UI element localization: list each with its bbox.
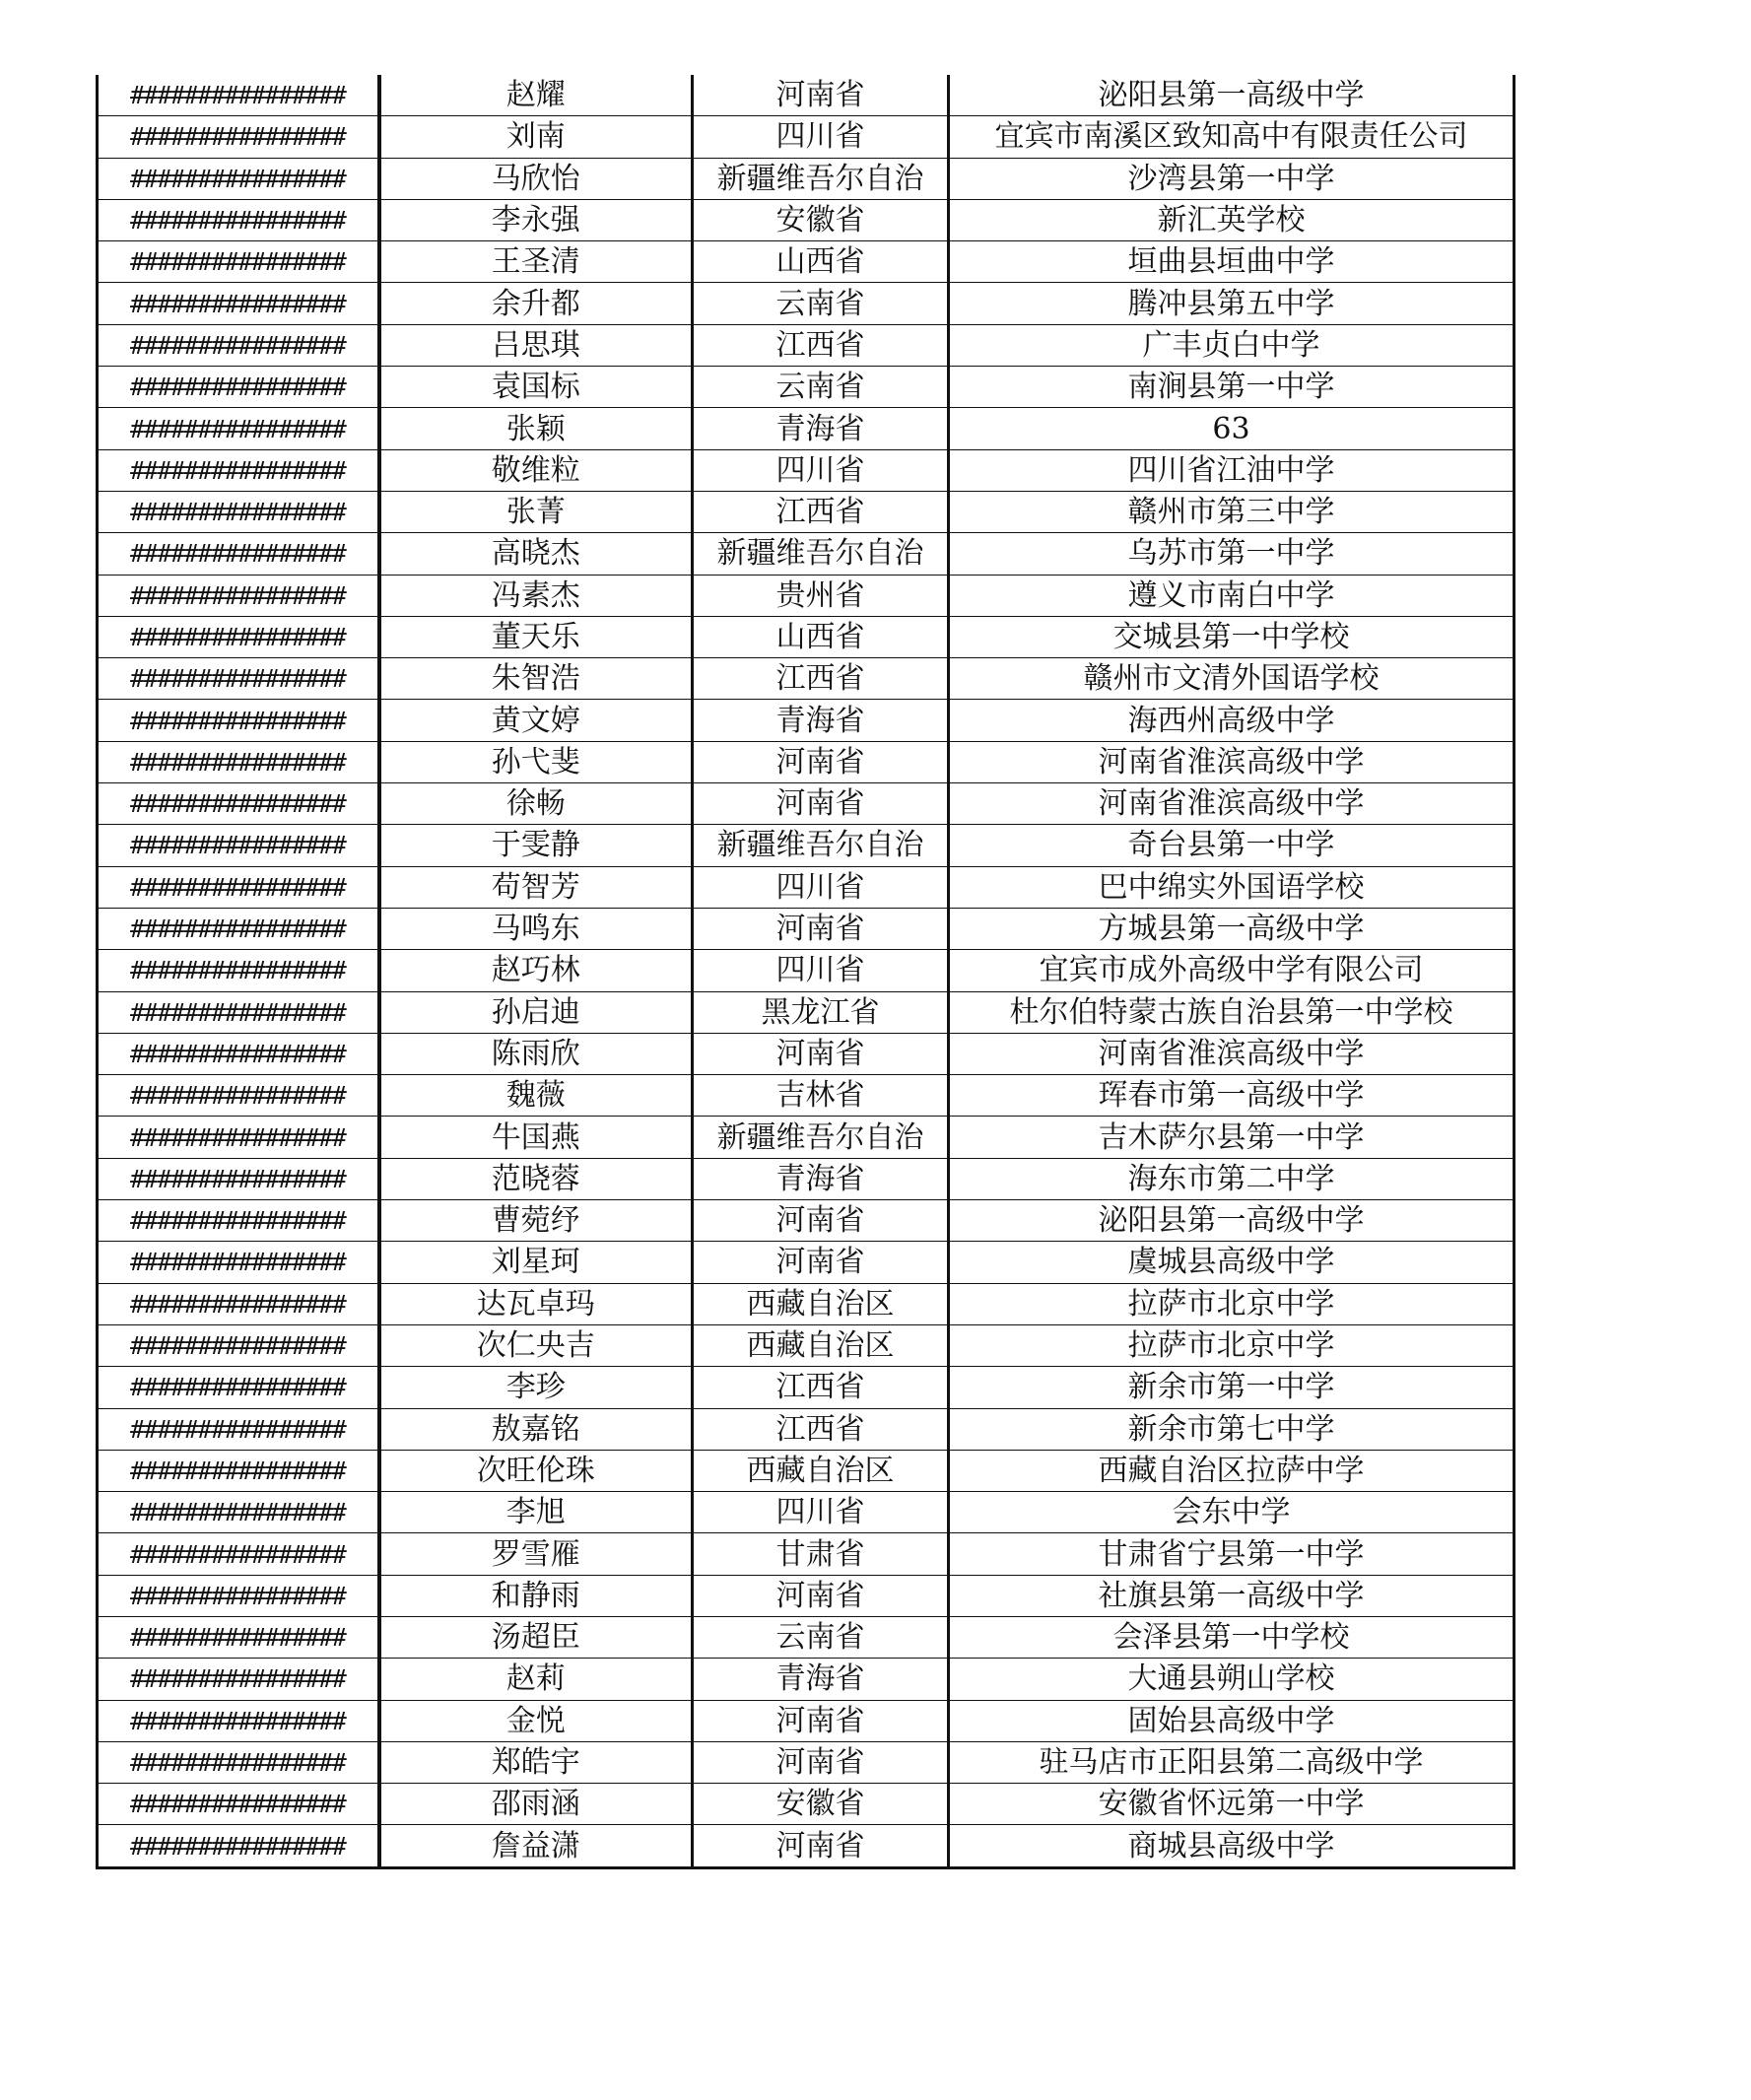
school-cell: 安徽省怀远第一中学 (949, 1784, 1515, 1825)
province-cell: 青海省 (693, 700, 949, 741)
table-row (98, 1283, 1515, 1324)
name-cell: 袁国标 (379, 367, 693, 408)
school-cell: 河南省淮滨高级中学 (949, 741, 1515, 782)
table-row (98, 700, 1515, 741)
school-cell: 拉萨市北京中学 (949, 1324, 1515, 1366)
table-row (98, 1408, 1515, 1450)
province-cell: 四川省 (693, 1492, 949, 1533)
table-row (98, 950, 1515, 991)
school-cell: 杜尔伯特蒙古族自治县第一中学校 (949, 991, 1515, 1033)
id-cell: ################ (98, 199, 379, 240)
name-cell: 刘南 (379, 116, 693, 158)
school-cell: 固始县高级中学 (949, 1700, 1515, 1741)
school-cell: 泌阳县第一高级中学 (949, 75, 1515, 116)
id-cell: ################ (98, 1575, 379, 1616)
table-row (98, 1492, 1515, 1533)
table-row (98, 116, 1515, 158)
school-cell: 泌阳县第一高级中学 (949, 1200, 1515, 1242)
id-cell: ################ (98, 616, 379, 657)
table-row (98, 783, 1515, 825)
name-cell: 罗雪雁 (379, 1533, 693, 1575)
table-row (98, 825, 1515, 866)
name-cell: 曹菀纾 (379, 1200, 693, 1242)
table-row (98, 1158, 1515, 1199)
name-cell: 于雯静 (379, 825, 693, 866)
table-body (98, 75, 1515, 1867)
school-cell: 沙湾县第一中学 (949, 158, 1515, 199)
school-cell: 63 (949, 408, 1515, 449)
school-cell: 交城县第一中学校 (949, 616, 1515, 657)
province-cell: 安徽省 (693, 199, 949, 240)
province-cell: 江西省 (693, 324, 949, 366)
province-cell: 河南省 (693, 741, 949, 782)
school-cell: 虞城县高级中学 (949, 1242, 1515, 1283)
name-cell: 和静雨 (379, 1575, 693, 1616)
school-cell: 方城县第一高级中学 (949, 908, 1515, 949)
province-cell: 江西省 (693, 1408, 949, 1450)
table-row (98, 658, 1515, 700)
id-cell: ################ (98, 1158, 379, 1199)
province-cell: 吉林省 (693, 1075, 949, 1117)
id-cell: ################ (98, 1533, 379, 1575)
id-cell: ################ (98, 783, 379, 825)
province-cell: 四川省 (693, 116, 949, 158)
name-cell: 邵雨涵 (379, 1784, 693, 1825)
province-cell: 黑龙江省 (693, 991, 949, 1033)
school-cell: 腾冲县第五中学 (949, 283, 1515, 324)
province-cell: 贵州省 (693, 575, 949, 616)
province-cell: 云南省 (693, 283, 949, 324)
table-row (98, 1616, 1515, 1658)
school-cell: 新余市第一中学 (949, 1367, 1515, 1408)
name-cell: 赵莉 (379, 1659, 693, 1700)
table-row (98, 324, 1515, 366)
id-cell: ################ (98, 533, 379, 575)
name-cell: 孙弋斐 (379, 741, 693, 782)
id-cell: ################ (98, 241, 379, 283)
name-cell: 牛国燕 (379, 1117, 693, 1158)
name-cell: 马欣怡 (379, 158, 693, 199)
school-cell: 社旗县第一高级中学 (949, 1575, 1515, 1616)
province-cell: 新疆维吾尔自治 (693, 533, 949, 575)
table-row (98, 1700, 1515, 1741)
table-row (98, 575, 1515, 616)
school-cell: 河南省淮滨高级中学 (949, 783, 1515, 825)
name-cell: 达瓦卓玛 (379, 1283, 693, 1324)
name-cell: 郑皓宇 (379, 1741, 693, 1783)
province-cell: 四川省 (693, 449, 949, 491)
school-cell: 甘肃省宁县第一中学 (949, 1533, 1515, 1575)
name-cell: 汤超臣 (379, 1616, 693, 1658)
school-cell: 珲春市第一高级中学 (949, 1075, 1515, 1117)
id-cell: ################ (98, 1324, 379, 1366)
province-cell: 西藏自治区 (693, 1450, 949, 1491)
id-cell: ################ (98, 1450, 379, 1491)
name-cell: 李永强 (379, 199, 693, 240)
name-cell: 金悦 (379, 1700, 693, 1741)
school-cell: 会东中学 (949, 1492, 1515, 1533)
id-cell: ################ (98, 1200, 379, 1242)
table-row (98, 866, 1515, 908)
table-row (98, 241, 1515, 283)
name-cell: 黄文婷 (379, 700, 693, 741)
school-cell: 吉木萨尔县第一中学 (949, 1117, 1515, 1158)
id-cell: ################ (98, 1825, 379, 1867)
id-cell: ################ (98, 75, 379, 116)
id-cell: ################ (98, 991, 379, 1033)
province-cell: 青海省 (693, 1659, 949, 1700)
school-cell: 赣州市第三中学 (949, 491, 1515, 532)
id-cell: ################ (98, 658, 379, 700)
id-cell: ################ (98, 408, 379, 449)
school-cell: 新余市第七中学 (949, 1408, 1515, 1450)
province-cell: 河南省 (693, 1825, 949, 1867)
table-row (98, 741, 1515, 782)
school-cell: 遵义市南白中学 (949, 575, 1515, 616)
name-cell: 余升都 (379, 283, 693, 324)
table-row (98, 533, 1515, 575)
school-cell: 商城县高级中学 (949, 1825, 1515, 1867)
province-cell: 甘肃省 (693, 1533, 949, 1575)
province-cell: 江西省 (693, 658, 949, 700)
table-row (98, 1324, 1515, 1366)
table-row (98, 1825, 1515, 1867)
table-row (98, 491, 1515, 532)
name-cell: 冯素杰 (379, 575, 693, 616)
id-cell: ################ (98, 825, 379, 866)
province-cell: 青海省 (693, 1158, 949, 1199)
province-cell: 河南省 (693, 1200, 949, 1242)
id-cell: ################ (98, 1242, 379, 1283)
id-cell: ################ (98, 1616, 379, 1658)
name-cell: 董天乐 (379, 616, 693, 657)
id-cell: ################ (98, 950, 379, 991)
table-row (98, 1075, 1515, 1117)
school-cell: 宜宾市南溪区致知高中有限责任公司 (949, 116, 1515, 158)
table-row (98, 1741, 1515, 1783)
id-cell: ################ (98, 700, 379, 741)
table-row (98, 199, 1515, 240)
province-cell: 河南省 (693, 1242, 949, 1283)
province-cell: 安徽省 (693, 1784, 949, 1825)
table-row (98, 158, 1515, 199)
id-cell: ################ (98, 1741, 379, 1783)
table-row (98, 367, 1515, 408)
province-cell: 四川省 (693, 950, 949, 991)
id-cell: ################ (98, 741, 379, 782)
table-row (98, 616, 1515, 657)
id-cell: ################ (98, 449, 379, 491)
name-cell: 苟智芳 (379, 866, 693, 908)
id-cell: ################ (98, 1075, 379, 1117)
table-row (98, 908, 1515, 949)
province-cell: 河南省 (693, 908, 949, 949)
name-cell: 李珍 (379, 1367, 693, 1408)
id-cell: ################ (98, 1659, 379, 1700)
name-cell: 孙启迪 (379, 991, 693, 1033)
school-cell: 会泽县第一中学校 (949, 1616, 1515, 1658)
school-cell: 西藏自治区拉萨中学 (949, 1450, 1515, 1491)
school-cell: 新汇英学校 (949, 199, 1515, 240)
table-row (98, 1784, 1515, 1825)
school-cell: 广丰贞白中学 (949, 324, 1515, 366)
id-cell: ################ (98, 1700, 379, 1741)
name-cell: 次旺伦珠 (379, 1450, 693, 1491)
table-row (98, 1659, 1515, 1700)
province-cell: 河南省 (693, 1575, 949, 1616)
school-cell: 河南省淮滨高级中学 (949, 1033, 1515, 1074)
id-cell: ################ (98, 1408, 379, 1450)
school-cell: 驻马店市正阳县第二高级中学 (949, 1741, 1515, 1783)
table-row (98, 75, 1515, 116)
name-cell: 马鸣东 (379, 908, 693, 949)
name-cell: 张菁 (379, 491, 693, 532)
name-cell: 赵耀 (379, 75, 693, 116)
table-row (98, 1242, 1515, 1283)
province-cell: 青海省 (693, 408, 949, 449)
school-cell: 乌苏市第一中学 (949, 533, 1515, 575)
id-cell: ################ (98, 324, 379, 366)
province-cell: 西藏自治区 (693, 1283, 949, 1324)
id-cell: ################ (98, 908, 379, 949)
table-row (98, 1117, 1515, 1158)
province-cell: 河南省 (693, 75, 949, 116)
province-cell: 四川省 (693, 866, 949, 908)
province-cell: 江西省 (693, 491, 949, 532)
school-cell: 南涧县第一中学 (949, 367, 1515, 408)
province-cell: 山西省 (693, 241, 949, 283)
table-row (98, 1533, 1515, 1575)
province-cell: 西藏自治区 (693, 1324, 949, 1366)
name-cell: 吕思琪 (379, 324, 693, 366)
school-cell: 四川省江油中学 (949, 449, 1515, 491)
id-cell: ################ (98, 866, 379, 908)
school-cell: 奇台县第一中学 (949, 825, 1515, 866)
school-cell: 宜宾市成外高级中学有限公司 (949, 950, 1515, 991)
id-cell: ################ (98, 575, 379, 616)
school-cell: 海东市第二中学 (949, 1158, 1515, 1199)
name-cell: 刘星珂 (379, 1242, 693, 1283)
id-cell: ################ (98, 367, 379, 408)
province-cell: 云南省 (693, 367, 949, 408)
province-cell: 云南省 (693, 1616, 949, 1658)
id-cell: ################ (98, 1367, 379, 1408)
province-cell: 山西省 (693, 616, 949, 657)
table-row (98, 1575, 1515, 1616)
id-cell: ################ (98, 1784, 379, 1825)
table-row (98, 449, 1515, 491)
name-cell: 魏薇 (379, 1075, 693, 1117)
school-cell: 大通县朔山学校 (949, 1659, 1515, 1700)
id-cell: ################ (98, 283, 379, 324)
name-cell: 王圣清 (379, 241, 693, 283)
name-cell: 朱智浩 (379, 658, 693, 700)
id-cell: ################ (98, 1283, 379, 1324)
table-row (98, 991, 1515, 1033)
province-cell: 新疆维吾尔自治 (693, 825, 949, 866)
table-row (98, 408, 1515, 449)
name-cell: 赵巧林 (379, 950, 693, 991)
data-table (96, 75, 1515, 1869)
id-cell: ################ (98, 116, 379, 158)
school-cell: 海西州高级中学 (949, 700, 1515, 741)
name-cell: 敖嘉铭 (379, 1408, 693, 1450)
id-cell: ################ (98, 1117, 379, 1158)
school-cell: 拉萨市北京中学 (949, 1283, 1515, 1324)
school-cell: 垣曲县垣曲中学 (949, 241, 1515, 283)
province-cell: 新疆维吾尔自治 (693, 158, 949, 199)
school-cell: 巴中绵实外国语学校 (949, 866, 1515, 908)
table-row (98, 283, 1515, 324)
name-cell: 詹益潇 (379, 1825, 693, 1867)
name-cell: 高晓杰 (379, 533, 693, 575)
province-cell: 新疆维吾尔自治 (693, 1117, 949, 1158)
name-cell: 次仁央吉 (379, 1324, 693, 1366)
id-cell: ################ (98, 491, 379, 532)
province-cell: 河南省 (693, 1741, 949, 1783)
id-cell: ################ (98, 158, 379, 199)
name-cell: 范晓蓉 (379, 1158, 693, 1199)
school-cell: 赣州市文清外国语学校 (949, 658, 1515, 700)
table-row (98, 1200, 1515, 1242)
name-cell: 张颖 (379, 408, 693, 449)
table-row (98, 1033, 1515, 1074)
province-cell: 河南省 (693, 1033, 949, 1074)
name-cell: 李旭 (379, 1492, 693, 1533)
id-cell: ################ (98, 1492, 379, 1533)
province-cell: 河南省 (693, 783, 949, 825)
name-cell: 敬维粒 (379, 449, 693, 491)
id-cell: ################ (98, 1033, 379, 1074)
province-cell: 河南省 (693, 1700, 949, 1741)
name-cell: 陈雨欣 (379, 1033, 693, 1074)
name-cell: 徐畅 (379, 783, 693, 825)
table-row (98, 1367, 1515, 1408)
table-row (98, 1450, 1515, 1491)
province-cell: 江西省 (693, 1367, 949, 1408)
